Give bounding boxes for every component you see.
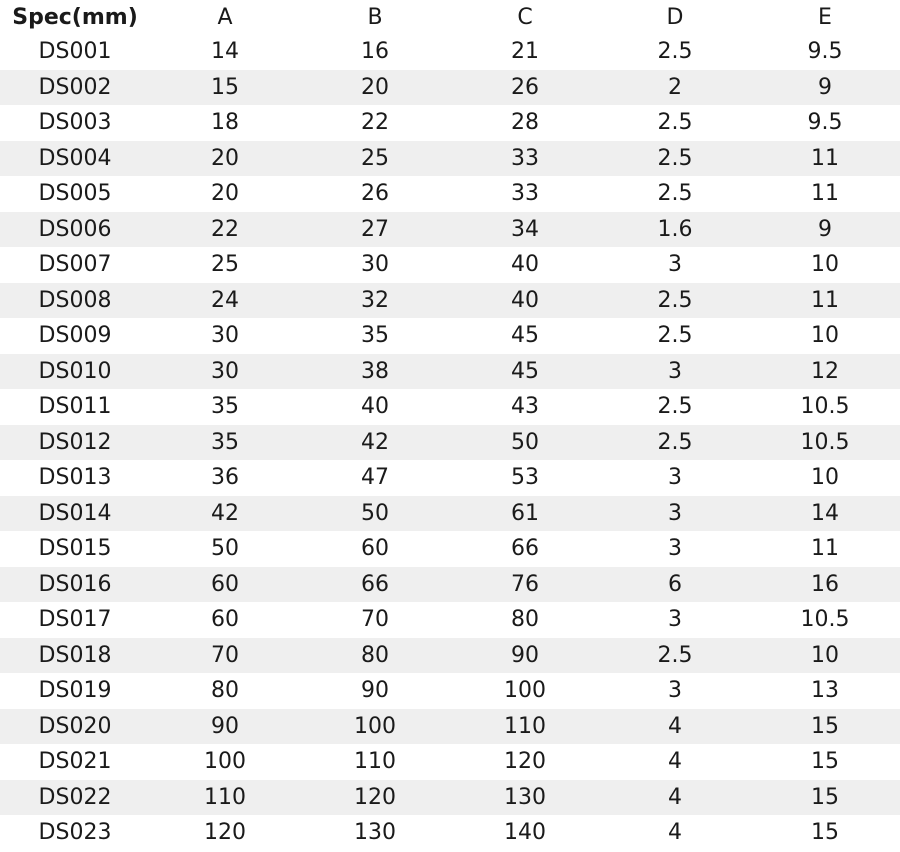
table-row [0, 602, 900, 638]
cell-a: 18 [211, 110, 239, 136]
cell-d: 3 [668, 678, 682, 704]
cell-e: 10 [750, 638, 900, 674]
cell-spec: DS022 [0, 780, 150, 816]
cell-e: 10 [811, 465, 839, 491]
cell-b: 22 [361, 110, 389, 136]
cell-c: 66 [511, 536, 539, 562]
cell-d: 4 [600, 709, 750, 745]
cell-b: 47 [361, 465, 389, 491]
cell-a: 36 [211, 465, 239, 491]
cell-c: 33 [450, 141, 600, 177]
cell-a: 35 [150, 425, 300, 461]
cell-a: 90 [150, 709, 300, 745]
cell-e: 10.5 [800, 607, 850, 633]
cell-d: 2.5 [600, 141, 750, 177]
cell-b: 32 [300, 283, 450, 319]
cell-d: 2.5 [657, 39, 693, 65]
cell-spec: DS006 [0, 212, 150, 248]
cell-e: 15 [811, 820, 839, 846]
cell-a: 25 [211, 252, 239, 278]
cell-e: 11 [750, 283, 900, 319]
cell-spec: DS023 [38, 820, 112, 846]
cell-b: 20 [300, 70, 450, 106]
cell-e: 15 [811, 749, 839, 775]
cell-spec: DS018 [0, 638, 150, 674]
table-row [0, 283, 900, 319]
cell-b: 26 [361, 181, 389, 207]
cell-a: 60 [211, 607, 239, 633]
cell-a: 14 [211, 39, 239, 65]
cell-b: 110 [354, 749, 396, 775]
cell-a: 60 [150, 567, 300, 603]
table-row [0, 531, 900, 567]
cell-d: 3 [668, 252, 682, 278]
cell-c: 34 [450, 212, 600, 248]
table-row [0, 496, 900, 532]
cell-c: 80 [511, 607, 539, 633]
cell-spec: DS017 [38, 607, 112, 633]
cell-a: 22 [150, 212, 300, 248]
cell-e: 11 [811, 181, 839, 207]
cell-b: 50 [300, 496, 450, 532]
cell-d: 4 [600, 780, 750, 816]
cell-spec: DS014 [0, 496, 150, 532]
cell-c: 100 [504, 678, 546, 704]
cell-d: 3 [600, 496, 750, 532]
cell-a: 35 [211, 394, 239, 420]
header-d: D [666, 4, 684, 30]
cell-b: 42 [300, 425, 450, 461]
cell-e: 9 [750, 70, 900, 106]
cell-d: 2.5 [657, 394, 693, 420]
cell-a: 100 [204, 749, 246, 775]
cell-e: 15 [750, 780, 900, 816]
cell-spec: DS002 [0, 70, 150, 106]
cell-b: 66 [300, 567, 450, 603]
cell-spec: DS012 [0, 425, 150, 461]
table-row [0, 176, 900, 212]
cell-e: 10 [811, 252, 839, 278]
table-row [0, 425, 900, 461]
cell-e: 12 [750, 354, 900, 390]
cell-b: 90 [361, 678, 389, 704]
cell-c: 45 [450, 354, 600, 390]
cell-d: 4 [668, 820, 682, 846]
cell-b: 130 [354, 820, 396, 846]
cell-spec: DS010 [0, 354, 150, 390]
cell-c: 140 [504, 820, 546, 846]
cell-spec: DS008 [0, 283, 150, 319]
cell-a: 50 [211, 536, 239, 562]
cell-d: 6 [600, 567, 750, 603]
cell-e: 9.5 [807, 110, 843, 136]
header-row [0, 0, 900, 34]
cell-e: 14 [750, 496, 900, 532]
cell-spec: DS011 [38, 394, 112, 420]
cell-e: 10.5 [800, 394, 850, 420]
cell-b: 35 [361, 323, 389, 349]
table-row [0, 70, 900, 106]
cell-spec: DS003 [38, 110, 112, 136]
cell-a: 30 [211, 323, 239, 349]
cell-c: 90 [450, 638, 600, 674]
cell-e: 10 [811, 323, 839, 349]
header-c: C [517, 4, 533, 30]
cell-spec: DS015 [38, 536, 112, 562]
table-row [0, 105, 900, 141]
cell-c: 50 [450, 425, 600, 461]
cell-e: 11 [750, 141, 900, 177]
cell-d: 2.5 [657, 110, 693, 136]
cell-d: 2.5 [600, 283, 750, 319]
table-row [0, 815, 900, 851]
cell-spec: DS004 [0, 141, 150, 177]
table-row [0, 709, 900, 745]
cell-b: 60 [361, 536, 389, 562]
cell-d: 3 [668, 465, 682, 491]
cell-d: 2.5 [657, 181, 693, 207]
cell-c: 26 [450, 70, 600, 106]
cell-d: 1.6 [600, 212, 750, 248]
cell-spec: DS001 [38, 39, 112, 65]
cell-a: 70 [150, 638, 300, 674]
cell-e: 16 [750, 567, 900, 603]
cell-a: 30 [150, 354, 300, 390]
cell-c: 53 [511, 465, 539, 491]
cell-a: 20 [150, 141, 300, 177]
table-row [0, 34, 900, 70]
header-a: A [217, 4, 233, 30]
cell-a: 15 [150, 70, 300, 106]
cell-b: 100 [300, 709, 450, 745]
cell-c: 40 [450, 283, 600, 319]
cell-b: 16 [361, 39, 389, 65]
cell-a: 120 [204, 820, 246, 846]
table-row [0, 638, 900, 674]
table-row [0, 141, 900, 177]
cell-spec: DS013 [38, 465, 112, 491]
cell-c: 120 [504, 749, 546, 775]
cell-e: 10.5 [750, 425, 900, 461]
table-row [0, 354, 900, 390]
cell-e: 9 [750, 212, 900, 248]
cell-c: 130 [450, 780, 600, 816]
cell-c: 45 [511, 323, 539, 349]
cell-b: 38 [300, 354, 450, 390]
table-header [0, 0, 900, 34]
cell-c: 76 [450, 567, 600, 603]
cell-spec: DS007 [38, 252, 112, 278]
cell-e: 13 [811, 678, 839, 704]
cell-e: 11 [811, 536, 839, 562]
cell-c: 33 [511, 181, 539, 207]
cell-a: 110 [150, 780, 300, 816]
cell-spec: DS016 [0, 567, 150, 603]
table-row [0, 389, 900, 425]
table-row [0, 567, 900, 603]
cell-d: 2 [600, 70, 750, 106]
cell-spec: DS005 [38, 181, 112, 207]
cell-d: 3 [600, 354, 750, 390]
cell-a: 80 [211, 678, 239, 704]
cell-d: 3 [668, 536, 682, 562]
table-row [0, 780, 900, 816]
cell-b: 25 [300, 141, 450, 177]
cell-b: 70 [361, 607, 389, 633]
cell-d: 3 [668, 607, 682, 633]
cell-d: 2.5 [657, 323, 693, 349]
cell-b: 27 [300, 212, 450, 248]
cell-e: 9.5 [807, 39, 843, 65]
cell-b: 40 [361, 394, 389, 420]
header-b: B [367, 4, 383, 30]
cell-c: 110 [450, 709, 600, 745]
cell-c: 43 [511, 394, 539, 420]
header-spec: Spec(mm) [12, 4, 138, 30]
cell-a: 42 [150, 496, 300, 532]
cell-spec: DS019 [38, 678, 112, 704]
cell-a: 20 [211, 181, 239, 207]
cell-b: 80 [300, 638, 450, 674]
cell-a: 24 [150, 283, 300, 319]
table-body [0, 34, 900, 851]
cell-c: 21 [511, 39, 539, 65]
cell-b: 30 [361, 252, 389, 278]
cell-d: 2.5 [600, 638, 750, 674]
cell-b: 120 [300, 780, 450, 816]
cell-c: 28 [511, 110, 539, 136]
table-row [0, 744, 900, 780]
table-row [0, 212, 900, 248]
header-e: E [818, 4, 832, 30]
table-row [0, 673, 900, 709]
cell-d: 4 [668, 749, 682, 775]
cell-spec: DS021 [38, 749, 112, 775]
cell-d: 2.5 [600, 425, 750, 461]
cell-e: 15 [750, 709, 900, 745]
cell-spec: DS020 [0, 709, 150, 745]
table-row [0, 318, 900, 354]
cell-c: 40 [511, 252, 539, 278]
table-row [0, 460, 900, 496]
table-row [0, 247, 900, 283]
cell-c: 61 [450, 496, 600, 532]
cell-spec: DS009 [38, 323, 112, 349]
